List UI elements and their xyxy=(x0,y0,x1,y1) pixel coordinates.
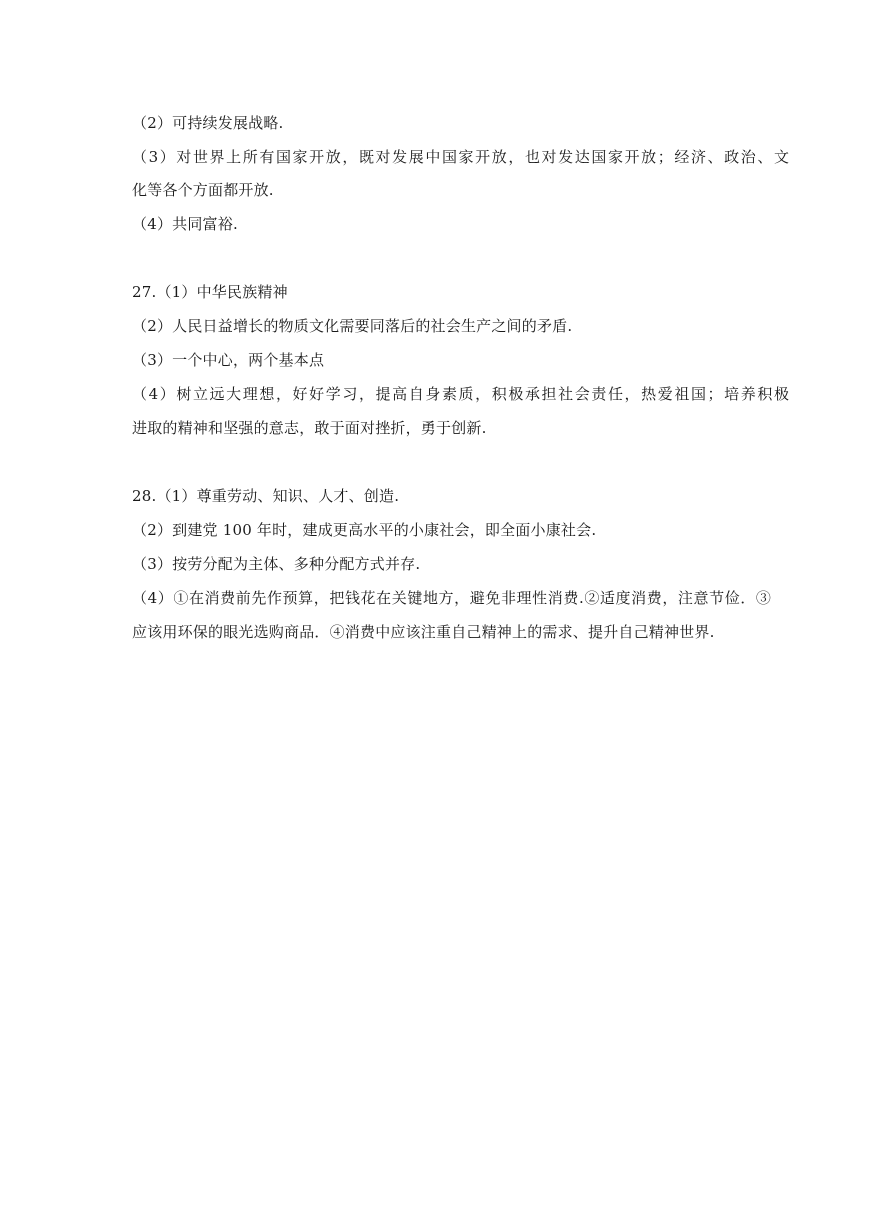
answer-27-part-4-line-2: 进取的精神和坚强的意志，敢于面对挫折，勇于创新. xyxy=(132,419,487,437)
answer-28-part-4-line-2: 应该用环保的眼光选购商品．④消费中应该注重自己精神上的需求、提升自己精神世界. xyxy=(132,623,715,641)
answer-28-part-2: （2）到建党 100 年时，建成更高水平的小康社会，即全面小康社会. xyxy=(132,521,597,539)
answer-28-part-3: （3）按劳分配为主体、多种分配方式并存. xyxy=(132,555,421,573)
answer-27-part-4-line-1: （4）树立远大理想，好好学习，提高自身素质，积极承担社会责任，热爱祖国；培养积极 xyxy=(132,385,791,403)
answer-27-part-3: （3）一个中心，两个基本点 xyxy=(132,351,325,369)
answer-27-part-1: 27.（1）中华民族精神 xyxy=(132,283,288,301)
answer-28-part-4-line-1: （4）①在消费前先作预算，把钱花在关键地方，避免非理性消费.②适度消费，注意节俭．③ xyxy=(132,589,772,607)
answer-26-part-3-line-2: 化等各个方面都开放. xyxy=(132,181,274,199)
answer-26-part-4: （4）共同富裕. xyxy=(132,215,238,233)
answer-28-part-1: 28.（1）尊重劳动、知识、人才、创造. xyxy=(132,487,400,505)
answer-26-part-2: （2）可持续发展战略. xyxy=(132,114,284,132)
answer-27-part-2: （2）人民日益增长的物质文化需要同落后的社会生产之间的矛盾. xyxy=(132,317,573,335)
answer-26-part-3-line-1: （3）对世界上所有国家开放，既对发展中国家开放，也对发达国家开放；经济、政治、文 xyxy=(132,148,791,166)
